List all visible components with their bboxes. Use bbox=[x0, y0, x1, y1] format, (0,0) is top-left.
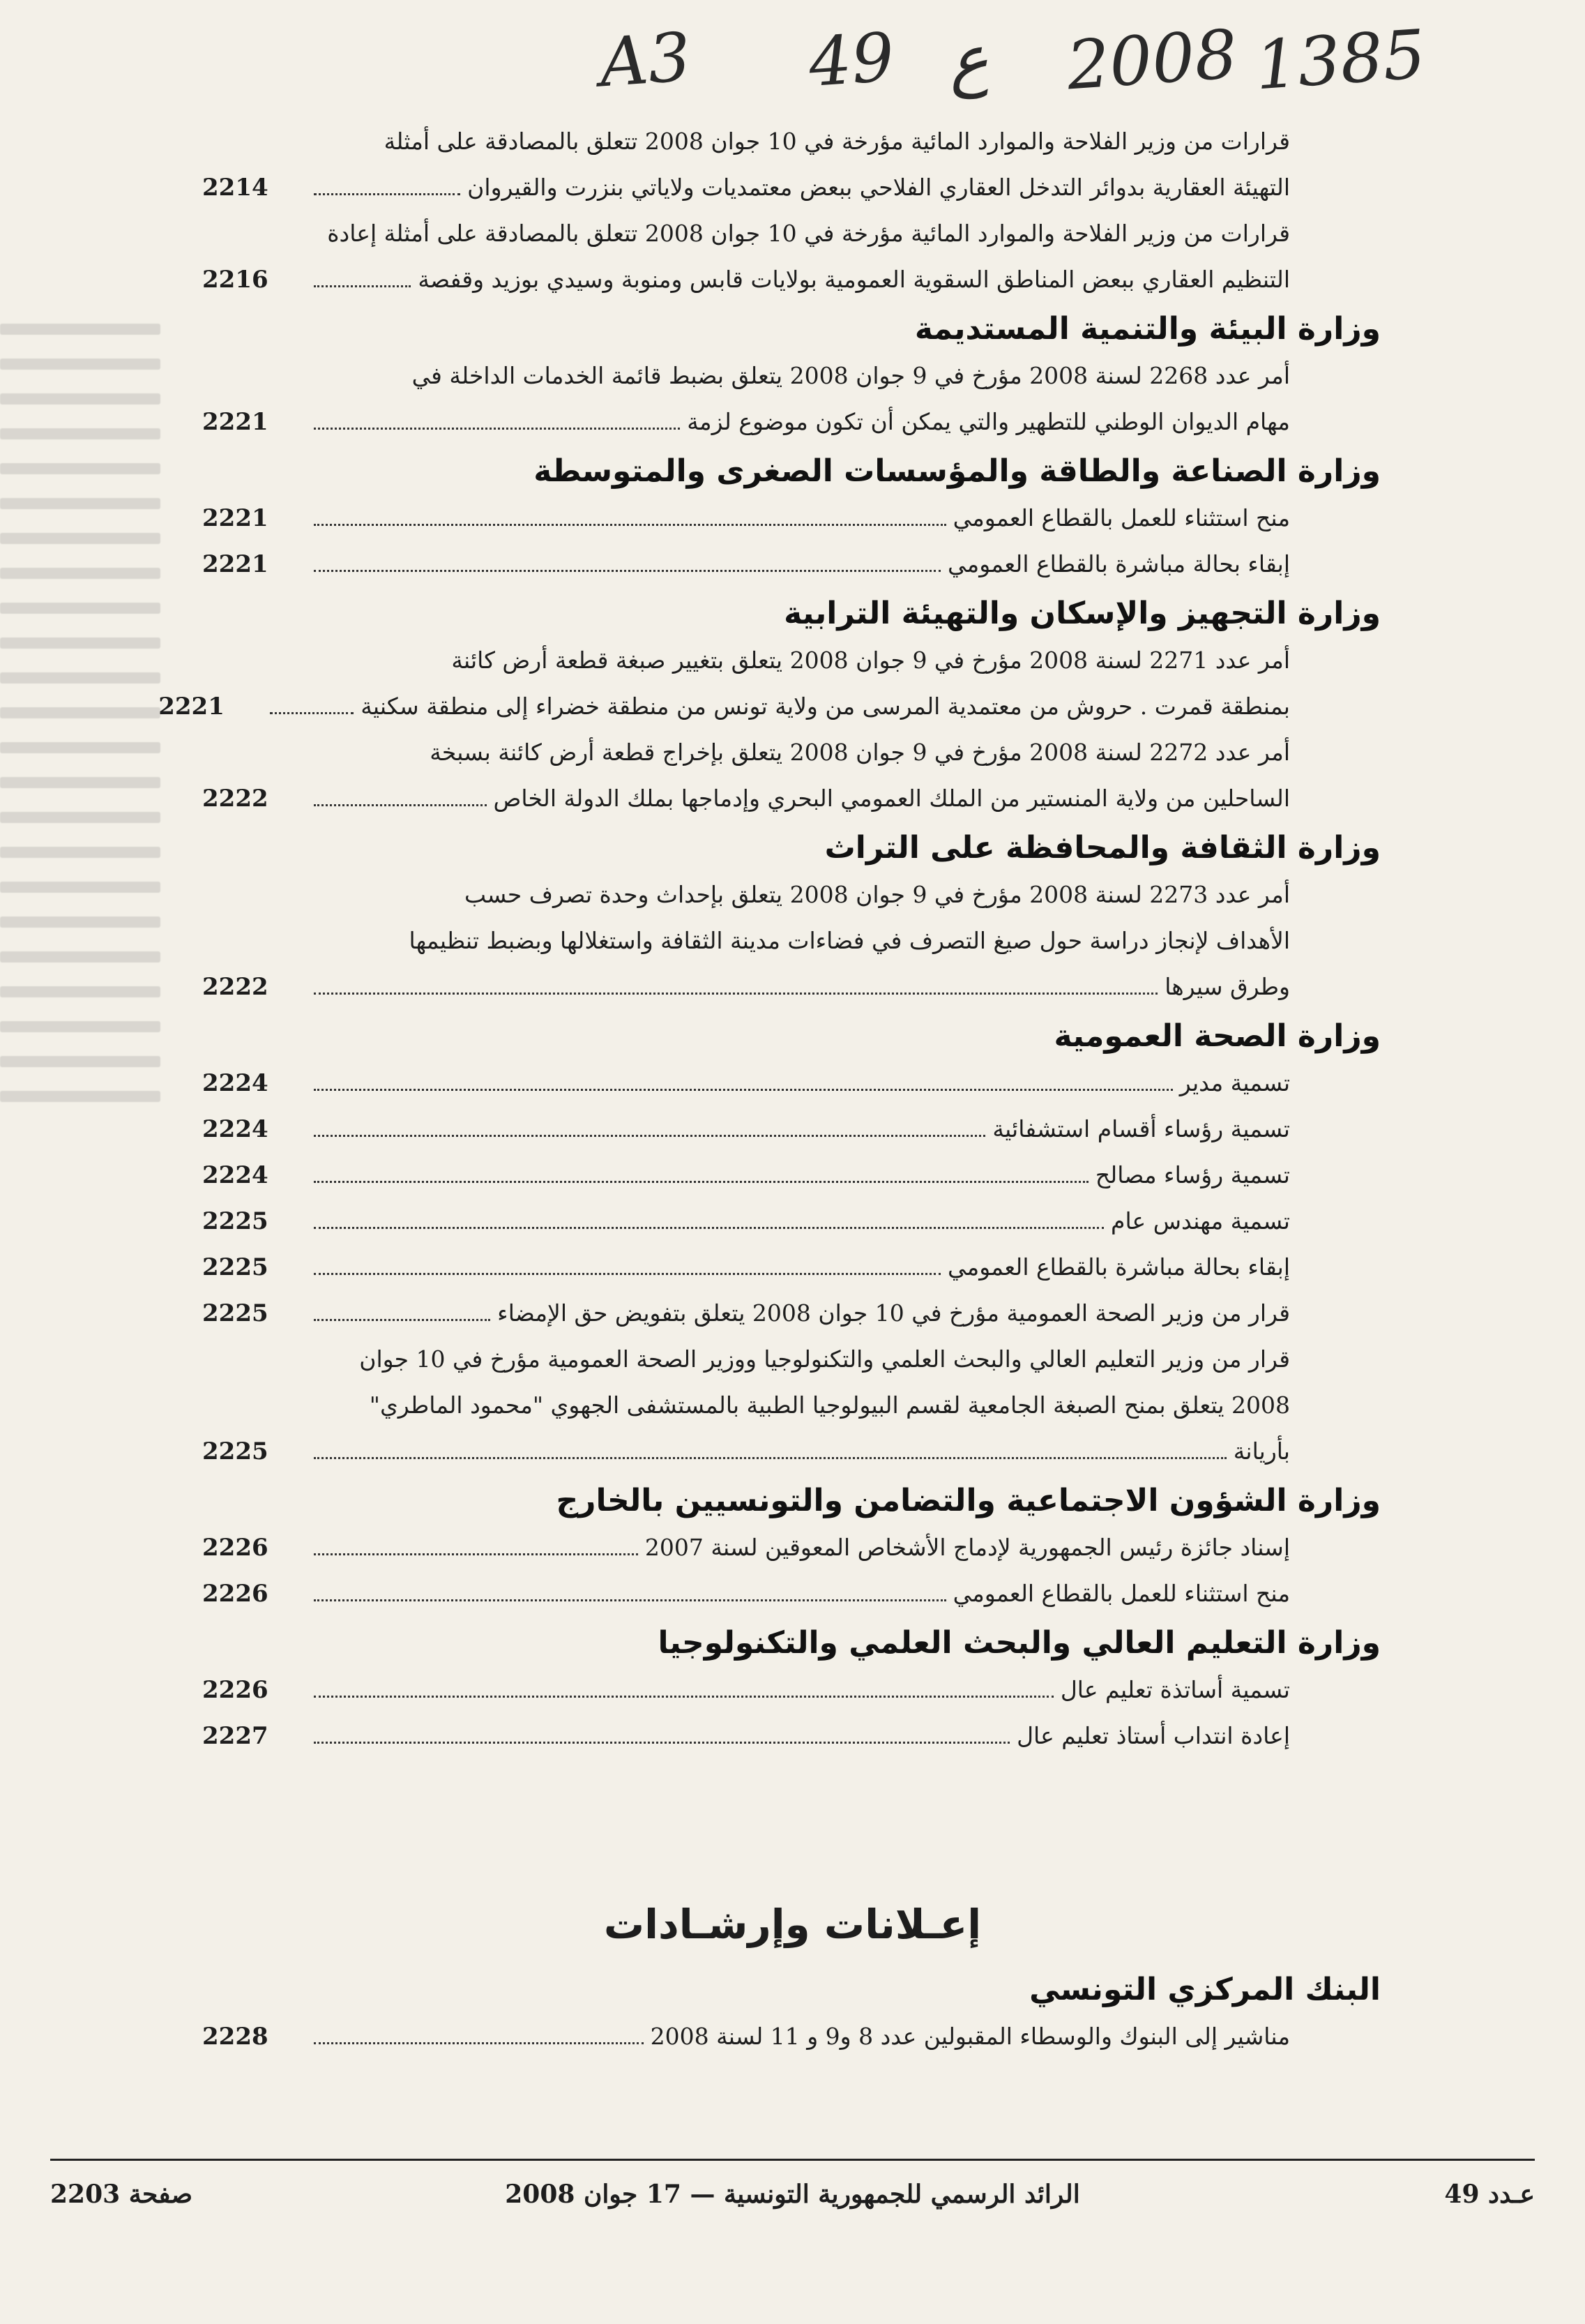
entry-text: إبقاء بحالة مباشرة بالقطاع العمومي bbox=[948, 1253, 1290, 1281]
dot-leader bbox=[314, 1553, 638, 1555]
page-number[interactable]: 2214 bbox=[202, 174, 268, 202]
footer-issue: عـدد 49 bbox=[1444, 2180, 1535, 2209]
page-footer bbox=[50, 2180, 1535, 2221]
entry-line bbox=[202, 541, 1290, 587]
toc-entry bbox=[202, 1198, 1381, 1244]
toc-entry bbox=[202, 1290, 1381, 1336]
toc-entry bbox=[202, 2014, 1381, 2060]
dot-leader bbox=[314, 1181, 1089, 1183]
entry-line bbox=[202, 1106, 1290, 1152]
bleed-through-shadow bbox=[0, 300, 160, 1730]
page-number[interactable]: 2226 bbox=[202, 1580, 268, 1608]
dot-leader bbox=[314, 1089, 1173, 1091]
dot-leader bbox=[314, 1599, 946, 1601]
page-number[interactable]: 2225 bbox=[202, 1299, 268, 1327]
footer-journal-date: الرائد الرسمي للجمهورية التونسية — 17 جوان 2008 bbox=[505, 2180, 1080, 2209]
ministry-heading: وزارة الصحة العمومية bbox=[1054, 1018, 1381, 1054]
entry-text: قرارات من وزير الفلاحة والموارد المائية مؤرخة في 10 جوان 2008 تتعلق بالمصادقة على أمثلة إعادة bbox=[327, 220, 1290, 247]
handwritten-part3: ع bbox=[946, 20, 992, 100]
dot-leader bbox=[314, 804, 487, 806]
dot-leader bbox=[314, 1742, 1010, 1744]
entry-line bbox=[202, 1382, 1290, 1428]
page-number[interactable]: 2224 bbox=[202, 1161, 268, 1189]
page-number[interactable]: 2224 bbox=[202, 1115, 268, 1143]
entry-text: 2008 يتعلق بمنح الصبغة الجامعية لقسم البيولوجيا الطبية بالمستشفى الجهوي "محمود الماطري" bbox=[369, 1391, 1290, 1419]
entry-text: بأريانة bbox=[1233, 1438, 1290, 1465]
toc-entry bbox=[202, 872, 1381, 1010]
dot-leader bbox=[314, 193, 460, 195]
dot-leader bbox=[314, 1457, 1227, 1459]
handwritten-part4: 2008 bbox=[1064, 15, 1240, 105]
toc-entry bbox=[202, 1571, 1381, 1617]
page-number[interactable]: 2224 bbox=[202, 1069, 268, 1097]
page-number[interactable]: 2221 bbox=[158, 693, 225, 720]
announcements-title: إعـلانات وإرشـادات bbox=[603, 1901, 982, 1948]
entry-line bbox=[202, 211, 1290, 257]
entry-text: مناشير إلى البنوك والوسطاء المقبولين عدد 8 و9 و 11 لسنة 2008 bbox=[650, 2023, 1290, 2050]
entry-text: قرار من وزير التعليم العالي والبحث العلمي والتكنولوجيا ووزير الصحة العمومية مؤرخ في 10 جوان bbox=[359, 1345, 1290, 1373]
entry-text: مهام الديوان الوطني للتطهير والتي يمكن أن تكون موضوع لزمة bbox=[687, 408, 1290, 435]
page-number[interactable]: 2222 bbox=[202, 973, 268, 1001]
dot-leader bbox=[314, 1273, 941, 1275]
ministry-heading: وزارة التجهيز والإسكان والتهيئة الترابية bbox=[784, 596, 1381, 631]
entry-text: تسمية مهندس عام bbox=[1111, 1207, 1290, 1235]
entry-line bbox=[202, 1060, 1290, 1106]
page-number[interactable]: 2227 bbox=[202, 1722, 268, 1750]
handwritten-archive-note bbox=[0, 14, 1585, 105]
entry-text: إعادة انتداب أستاذ تعليم عال bbox=[1017, 1722, 1290, 1749]
page-number[interactable]: 2221 bbox=[202, 504, 268, 532]
handwritten-part1: A3 bbox=[597, 17, 694, 103]
entry-line bbox=[202, 964, 1290, 1010]
toc-entry bbox=[202, 1525, 1381, 1571]
dot-leader bbox=[314, 993, 1158, 995]
toc-entry bbox=[202, 1713, 1381, 1759]
dot-leader bbox=[314, 1319, 490, 1321]
entry-line bbox=[202, 776, 1290, 822]
entry-line bbox=[202, 730, 1290, 776]
entry-line bbox=[202, 119, 1290, 165]
toc-entry bbox=[202, 1244, 1381, 1290]
page-number[interactable]: 2228 bbox=[202, 2023, 268, 2051]
handwritten-part2: 49 bbox=[806, 17, 897, 103]
announcements-contents bbox=[202, 1963, 1381, 2060]
page-number[interactable]: 2226 bbox=[202, 1534, 268, 1562]
handwritten-part5: 1385 bbox=[1252, 15, 1428, 105]
dot-leader bbox=[314, 2042, 644, 2044]
entry-text: بمنطقة قمرت . حروش من معتمدية المرسى من ولاية تونس من منطقة خضراء إلى منطقة سكنية bbox=[361, 693, 1290, 720]
entry-text: منح استثناء للعمل بالقطاع العمومي bbox=[953, 1580, 1290, 1607]
entry-text: تسمية رؤساء مصالح bbox=[1095, 1161, 1290, 1189]
ministry-heading: وزارة الصناعة والطاقة والمؤسسات الصغرى والمتوسطة bbox=[533, 453, 1381, 489]
entry-text: تسمية رؤساء أقسام استشفائية bbox=[992, 1115, 1290, 1142]
toc-entry bbox=[202, 730, 1381, 822]
entry-text: تسمية أساتذة تعليم عال bbox=[1060, 1676, 1290, 1703]
entry-line bbox=[202, 257, 1290, 303]
page-number[interactable]: 2221 bbox=[202, 408, 268, 436]
toc-entry bbox=[202, 1060, 1381, 1106]
toc-entry bbox=[202, 1106, 1381, 1152]
toc-entry bbox=[202, 495, 1381, 541]
toc-entry bbox=[202, 353, 1381, 445]
entry-text: تسمية مدير bbox=[1179, 1069, 1290, 1096]
page-number[interactable]: 2221 bbox=[202, 550, 268, 578]
dot-leader bbox=[314, 428, 680, 430]
entry-text: إبقاء بحالة مباشرة بالقطاع العمومي bbox=[948, 550, 1290, 578]
entry-line bbox=[202, 1152, 1290, 1198]
entry-line bbox=[202, 872, 1290, 918]
entry-line bbox=[202, 1244, 1290, 1290]
dot-leader bbox=[314, 524, 946, 526]
entry-text: قرارات من وزير الفلاحة والموارد المائية مؤرخة في 10 جوان 2008 تتعلق بالمصادقة على أمثلة bbox=[384, 128, 1290, 155]
entry-text: وطرق سيرها bbox=[1165, 973, 1290, 1000]
dot-leader bbox=[314, 1696, 1054, 1698]
table-of-contents bbox=[158, 119, 1381, 1759]
entry-line bbox=[202, 1290, 1290, 1336]
entry-text: قرار من وزير الصحة العمومية مؤرخ في 10 جوان 2008 يتعلق بتفويض حق الإمضاء bbox=[497, 1299, 1290, 1327]
entry-line bbox=[202, 918, 1290, 964]
toc-entry bbox=[202, 541, 1381, 587]
dot-leader bbox=[314, 285, 411, 287]
entry-line bbox=[202, 1713, 1290, 1759]
entry-text: منح استثناء للعمل بالقطاع العمومي bbox=[953, 504, 1290, 531]
entry-line bbox=[202, 399, 1290, 445]
entry-text: التنظيم العقاري ببعض المناطق السقوية العمومية بولايات قابس ومنوبة وسيدي بوزيد وقفصة bbox=[418, 266, 1290, 293]
entry-line bbox=[202, 2014, 1290, 2060]
dot-leader bbox=[270, 712, 354, 714]
dot-leader bbox=[314, 1227, 1104, 1229]
toc-entry bbox=[202, 211, 1381, 303]
toc-entry bbox=[202, 1336, 1381, 1474]
ministry-heading: وزارة التعليم العالي والبحث العلمي والتكنولوجيا bbox=[658, 1625, 1381, 1661]
entry-text: أمر عدد 2268 لسنة 2008 مؤرخ في 9 جوان 2008 يتعلق بضبط قائمة الخدمات الداخلة في bbox=[411, 362, 1290, 389]
ministry-heading: وزارة البيئة والتنمية المستديمة bbox=[914, 311, 1381, 347]
entry-line bbox=[202, 1525, 1290, 1571]
page-number[interactable]: 2225 bbox=[202, 1253, 268, 1281]
entry-text: أمر عدد 2273 لسنة 2008 مؤرخ في 9 جوان 2008 يتعلق بإحداث وحدة تصرف حسب bbox=[464, 881, 1290, 908]
entry-text: أمر عدد 2271 لسنة 2008 مؤرخ في 9 جوان 2008 يتعلق بتغيير صبغة قطعة أرض كائنة bbox=[451, 647, 1290, 674]
entry-line bbox=[202, 1198, 1290, 1244]
page-number[interactable]: 2216 bbox=[202, 266, 268, 294]
entry-line bbox=[202, 495, 1290, 541]
entry-line bbox=[202, 1428, 1290, 1474]
footer-page-number: صفحة 2203 bbox=[50, 2180, 193, 2209]
entry-line bbox=[158, 684, 1290, 730]
entry-text: الأهداف لإنجاز دراسة حول صيغ التصرف في فضاءات مدينة الثقافة واستغلالها وبضبط تنظيمها bbox=[409, 927, 1290, 954]
page-number[interactable]: 2222 bbox=[202, 785, 268, 813]
toc-entry bbox=[202, 1152, 1381, 1198]
entry-text: أمر عدد 2272 لسنة 2008 مؤرخ في 9 جوان 2008 يتعلق بإخراج قطعة أرض كائنة بسبخة bbox=[430, 739, 1290, 766]
page-number[interactable]: 2225 bbox=[202, 1207, 268, 1235]
entry-line bbox=[202, 353, 1290, 399]
entry-line bbox=[202, 1336, 1290, 1382]
ministry-heading: البنك المركزي التونسي bbox=[1029, 1972, 1381, 2007]
entry-text: إسناد جائزة رئيس الجمهورية لإدماج الأشخاص المعوقين لسنة 2007 bbox=[644, 1534, 1290, 1561]
dot-leader bbox=[314, 1135, 985, 1137]
entry-line bbox=[202, 637, 1290, 684]
entry-text: الساحلين من ولاية المنستير من الملك العمومي البحري وإدماجها بملك الدولة الخاص bbox=[493, 785, 1290, 812]
ministry-heading: وزارة الثقافة والمحافظة على التراث bbox=[824, 830, 1381, 866]
footer-divider bbox=[50, 2159, 1535, 2161]
dot-leader bbox=[314, 570, 941, 572]
page-number[interactable]: 2225 bbox=[202, 1438, 268, 1465]
entry-line bbox=[202, 1571, 1290, 1617]
ministry-heading: وزارة الشؤون الاجتماعية والتضامن والتونسيين بالخارج bbox=[556, 1483, 1381, 1518]
toc-entry bbox=[202, 1667, 1381, 1713]
entry-line bbox=[202, 165, 1290, 211]
toc-entry bbox=[202, 119, 1381, 211]
toc-entry bbox=[158, 637, 1381, 730]
entry-line bbox=[202, 1667, 1290, 1713]
entry-text: التهيئة العقارية بدوائر التدخل العقاري الفلاحي ببعض معتمديات ولاياتي بنزرت والقيروان bbox=[467, 174, 1290, 201]
page-number[interactable]: 2226 bbox=[202, 1676, 268, 1704]
